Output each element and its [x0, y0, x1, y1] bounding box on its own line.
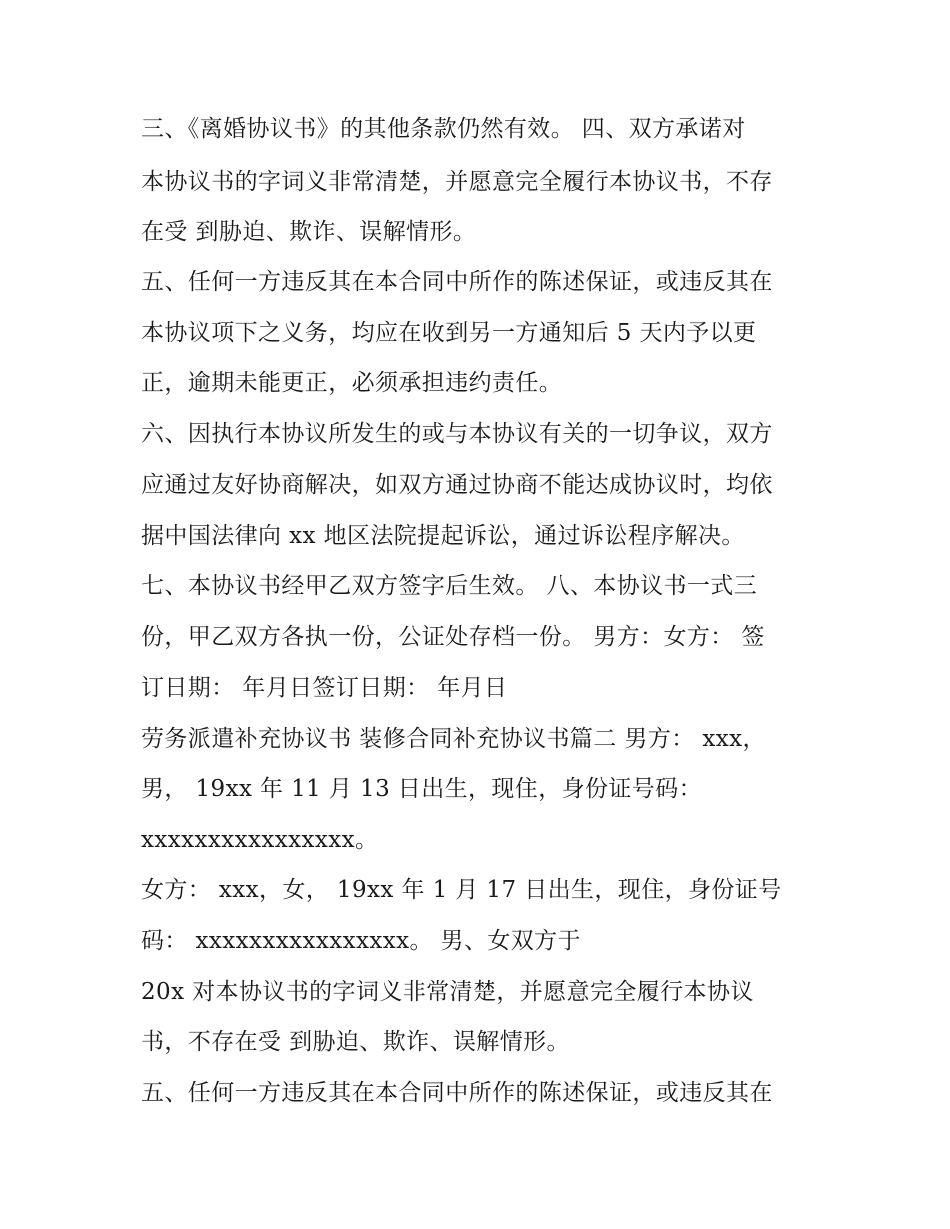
text-line: 六、因执行本协议所发生的或与本协议有关的一切争议，双方	[141, 421, 773, 447]
text-line: 本协议项下之义务，均应在收到另一方通知后 5 天内予以更	[141, 320, 757, 346]
text-line: 五、任何一方违反其在本合同中所作的陈述保证，或违反其在	[141, 1080, 773, 1106]
text-line: 女方： xxx，女， 19xx 年 1 月 17 日出生，现住，身份证号	[141, 877, 782, 903]
text-line: 劳务派遣补充协议书 装修合同补充协议书篇二 男方： xxx，	[141, 726, 766, 752]
text-line: 码： xxxxxxxxxxxxxxxx。 男、女双方于	[141, 928, 581, 954]
text-line: 三、《离婚协议书》的其他条款仍然有效。 四、双方承诺对	[141, 116, 746, 142]
text-line: 本协议书的字词义非常清楚，并愿意完全履行本协议书，不存	[141, 169, 773, 195]
text-line: 男， 19xx 年 11 月 13 日出生，现住，身份证号码：	[141, 776, 703, 802]
text-line: 正，逾期未能更正，必须承担违约责任。	[141, 370, 563, 396]
text-line: 据中国法律向 xx 地区法院提起诉讼，通过诉讼程序解决。	[141, 523, 745, 549]
text-line: 订日期： 年月日签订日期： 年月日	[141, 675, 508, 701]
text-line: xxxxxxxxxxxxxxxx。	[141, 827, 379, 853]
text-line: 20x 对本协议书的字词义非常清楚，并愿意完全履行本协议	[141, 979, 754, 1005]
text-line: 在受 到胁迫、欺诈、误解情形。	[141, 219, 477, 245]
text-line: 书，不存在受 到胁迫、欺诈、误解情形。	[141, 1029, 570, 1055]
text-line: 七、本协议书经甲乙双方签字后生效。 八、本协议书一式三	[141, 573, 758, 599]
text-line: 应通过友好协商解决，如双方通过协商不能达成协议时，均依	[141, 472, 773, 498]
text-line: 五、任何一方违反其在本合同中所作的陈述保证，或违反其在	[141, 269, 773, 295]
text-line: 份，甲乙双方各执一份，公证处存档一份。 男方：女方： 签	[141, 624, 765, 650]
